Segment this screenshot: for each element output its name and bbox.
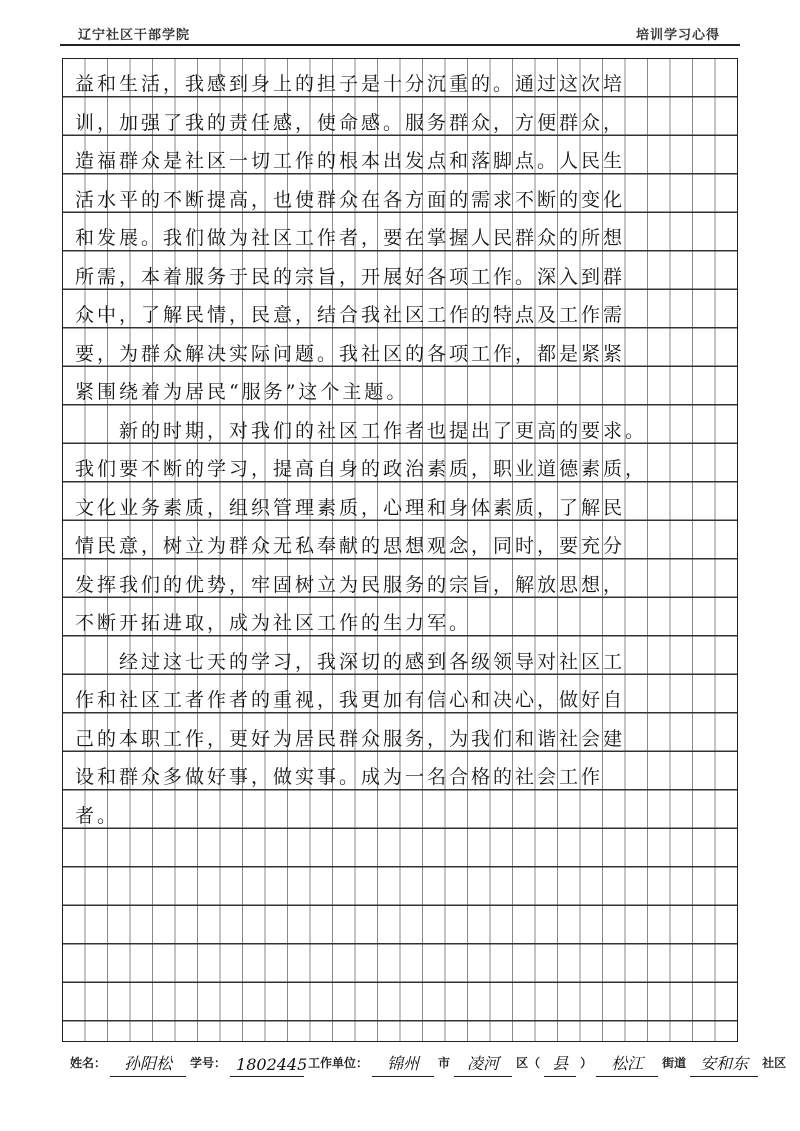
text-line: 益和生活，我感到身上的担子是十分沉重的。通过这次培	[75, 73, 626, 95]
text-line: 活水平的不断提高，也使群众在各方面的需求不断的变化	[75, 188, 626, 211]
community-field: 安和东	[690, 1051, 758, 1077]
text-line: 经过这七天的学习，我深切的感到各级领导对社区工	[119, 650, 626, 673]
handwritten-text	[75, 65, 727, 835]
text-line: 训，加强了我的责任感，使命感。服务群众，方便群众，	[75, 111, 626, 134]
name-label: 姓名：	[70, 1056, 107, 1070]
writing-sheet	[62, 58, 738, 1042]
text-line: 和发展。我们做为社区工作者，要在掌握人民群众的所想	[75, 227, 626, 249]
text-line: 造福群众是社区一切工作的根本出发点和落脚点。人民生	[75, 150, 626, 172]
text-line: 我们要不断的学习，提高自身的政治素质，职业道德素质，	[75, 458, 648, 480]
county-suffix: ）	[580, 1056, 593, 1070]
city-field: 锦州	[372, 1051, 434, 1077]
text-line: 文化业务素质，组织管理素质，心理和身体素质，了解民	[75, 496, 626, 519]
student-info-footer	[70, 1043, 787, 1077]
work-unit-label: 工作单位：	[308, 1056, 369, 1070]
page-header	[60, 22, 740, 46]
text-line: 紧围绕着为居民“服务”这个主题。	[75, 381, 409, 403]
institution-name: 辽宁社区干部学院	[78, 28, 191, 43]
text-line: 所需，本着服务于民的宗旨，开展好各项工作。深入到群	[75, 265, 626, 288]
city-suffix: 市	[438, 1056, 451, 1070]
district-suffix: 区（	[516, 1056, 541, 1070]
street-suffix: 街道	[662, 1056, 687, 1070]
text-line: 新的时期，对我们的社区工作者也提出了更高的要求。	[119, 419, 648, 442]
community-suffix: 社区	[762, 1056, 787, 1070]
text-line: 众中，了解民情，民意，结合我社区工作的特点及工作需	[75, 304, 626, 326]
student-id-field: 1802445	[230, 1055, 304, 1077]
text-line: 情民意，树立为群众无私奉献的思想观念，同时，要充分	[75, 535, 626, 557]
document-title: 培训学习心得	[635, 28, 720, 43]
text-line: 己的本职工作，更好为居民群众服务，为我们和谐社会建	[75, 727, 626, 750]
district-field: 凌河	[454, 1051, 512, 1077]
text-line: 者。	[75, 804, 120, 827]
street-field: 松江	[596, 1051, 658, 1077]
name-field: 孙阳松	[110, 1051, 186, 1077]
text-line: 作和社区工者作者的重视，我更加有信心和决心，做好自	[75, 689, 626, 711]
text-line: 不断开拓进取，成为社区工作的生力军。	[75, 612, 472, 634]
student-id-label: 学号：	[190, 1056, 227, 1070]
text-line: 设和群众多做好事，做实事。成为一名合格的社会工作	[75, 766, 604, 788]
text-line: 要，为群众解决实际问题。我社区的各项工作，都是紧紧	[75, 342, 626, 365]
text-line: 发挥我们的优势，牢固树立为民服务的宗旨，解放思想，	[75, 573, 626, 596]
county-field: 县	[544, 1051, 576, 1077]
